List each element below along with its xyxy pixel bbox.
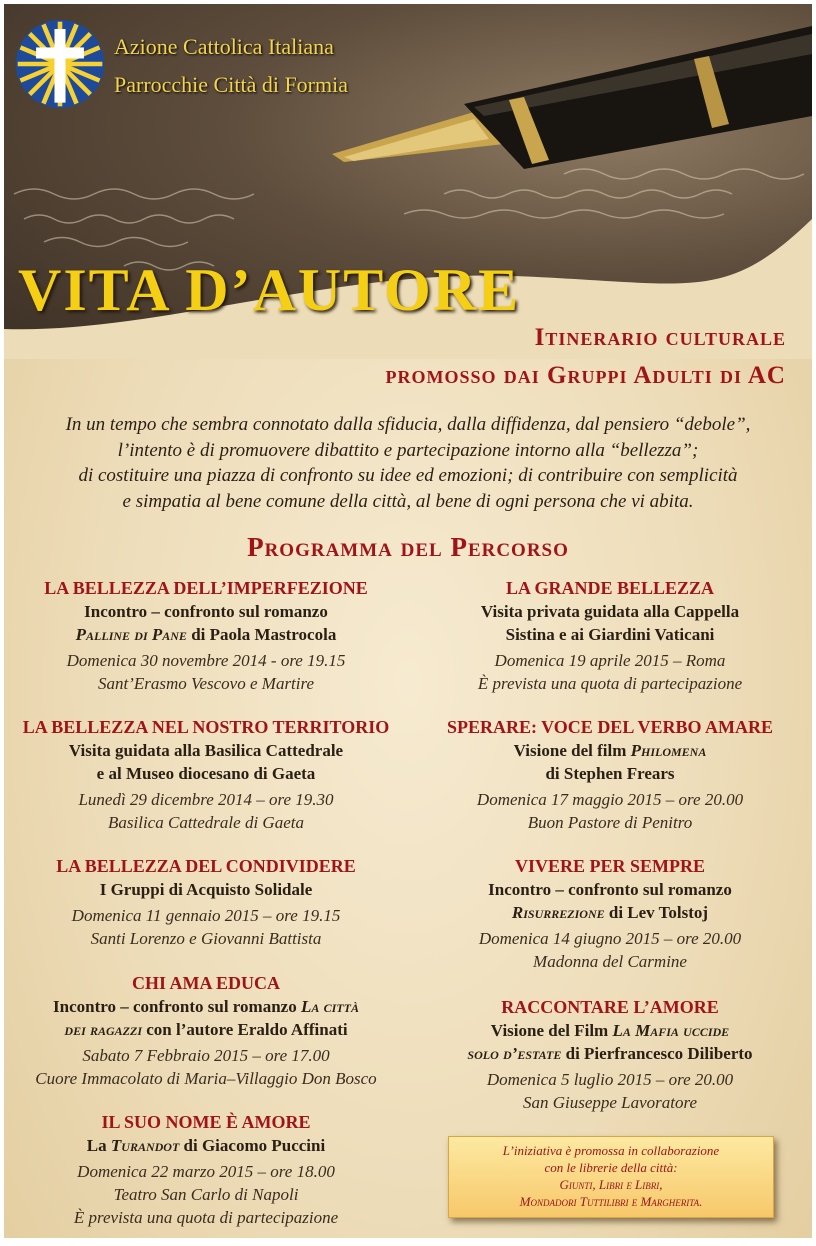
event-place: Sant’Erasmo Vescovo e Martire xyxy=(97,674,315,693)
note-bookstores: Mondadori Tuttilibri e Margherita. xyxy=(519,1194,703,1209)
event-title: VIVERE PER SEMPRE xyxy=(514,856,706,876)
event-sperare xyxy=(408,716,812,834)
event-desc: Sistina e ai Giardini Vaticani xyxy=(505,625,715,644)
intro-line: di costituire una piazza di confronto su idee ed emozioni; di contribuire con semplicità xyxy=(78,465,738,486)
event-desc xyxy=(408,1042,812,1065)
org-name: Azione Cattolica Italiana xyxy=(114,34,334,59)
intro-line: In un tempo che sembra connotato dalla sfiducia, dalla diffidenza, dal pensiero “debole”, xyxy=(65,414,751,435)
event-author: di Paola Mastrocola xyxy=(186,625,337,644)
event-desc: Incontro – confronto sul romanzo La città xyxy=(53,997,359,1016)
event-title: LA GRANDE BELLEZZA xyxy=(505,578,715,598)
note-bookstores: Giunti, Libri e Libri, xyxy=(559,1177,663,1192)
opera-title: Turandot xyxy=(110,1136,180,1155)
event-place: San Giuseppe Lavoratore xyxy=(522,1093,698,1112)
film-title: La Mafia uccide xyxy=(612,1021,730,1040)
poster xyxy=(4,4,812,1238)
event-desc: Visita privata guidata alla Cappella xyxy=(480,602,740,621)
event-date: Domenica 14 giugno 2015 – ore 20.00 xyxy=(478,929,742,948)
event-grande-bellezza xyxy=(408,577,812,695)
book-title: Palline di Pane xyxy=(75,625,187,644)
note-line: con le librerie della città: xyxy=(544,1160,678,1175)
event-title: IL SUO NOME È AMORE xyxy=(101,1112,311,1132)
event-title: SPERARE: VOCE DEL VERBO AMARE xyxy=(446,717,774,737)
event-desc: I Gruppi di Acquisto Solidale xyxy=(99,880,313,899)
event-title: LA BELLEZZA DELL’IMPERFEZIONE xyxy=(44,578,368,598)
event-vivere xyxy=(408,855,812,973)
event-title: CHI AMA EDUCA xyxy=(131,973,280,993)
event-place: È prevista una quota di partecipazione xyxy=(477,674,743,693)
event-place: Basilica Cattedrale di Gaeta xyxy=(108,813,304,832)
event-territorio xyxy=(4,716,408,834)
event-author: con l’autore Eraldo Affinati xyxy=(142,1020,348,1039)
event-place: Madonna del Carmine xyxy=(533,952,687,971)
azione-cattolica-logo xyxy=(14,18,106,110)
event-place: Santi Lorenzo e Giovanni Battista xyxy=(90,929,322,948)
intro-line: e simpatia al bene comune della città, al bene di ogni persona che vi abita. xyxy=(122,490,694,512)
event-desc: Incontro – confronto sul romanzo xyxy=(488,880,732,899)
event-place: Teatro San Carlo di Napoli xyxy=(113,1185,299,1204)
book-title: dei ragazzi xyxy=(64,1020,143,1039)
event-title: LA BELLEZZA NEL NOSTRO TERRITORIO xyxy=(22,717,390,737)
event-title: RACCONTARE L’AMORE xyxy=(501,997,719,1017)
event-suo-nome xyxy=(4,1111,408,1229)
org-parishes: Parrocchie Città di Formia xyxy=(114,72,348,97)
event-date: Lunedì 29 dicembre 2014 – ore 19.30 xyxy=(78,790,334,809)
intro-paragraph xyxy=(24,412,792,514)
event-imperfezione xyxy=(4,577,408,695)
event-date: Domenica 30 novembre 2014 - ore 19.15 xyxy=(66,651,346,670)
event-chi-ama-educa xyxy=(4,972,408,1090)
event-place: Buon Pastore di Penitro xyxy=(527,813,693,832)
event-author: di Pierfrancesco Diliberto xyxy=(561,1044,753,1063)
event-condividere xyxy=(4,855,408,950)
programma-heading: Programma del Percorso xyxy=(247,532,569,562)
note-line: L’iniziativa è promossa in collaborazione xyxy=(502,1143,720,1158)
event-date: Domenica 11 gennaio 2015 – ore 19.15 xyxy=(71,906,341,925)
main-title: VITA D’AUTORE xyxy=(18,257,521,323)
event-desc xyxy=(4,623,408,646)
event-date: Domenica 19 aprile 2015 – Roma xyxy=(494,651,726,670)
event-desc: Visione del film Philomena xyxy=(513,741,707,760)
event-desc: e al Museo diocesano di Gaeta xyxy=(96,764,316,783)
event-place: Cuore Immacolato di Maria–Villaggio Don Bosco xyxy=(35,1069,377,1088)
film-title: Philomena xyxy=(630,741,707,760)
film-title: solo d’estate xyxy=(467,1044,562,1063)
book-title: Risurrezione xyxy=(511,903,605,922)
event-desc xyxy=(408,901,812,924)
event-raccontare xyxy=(408,996,812,1114)
book-title: La città xyxy=(300,997,359,1016)
event-desc: Visita guidata alla Basilica Cattedrale xyxy=(68,741,344,760)
event-desc: La Turandot di Giacomo Puccini xyxy=(86,1136,326,1155)
bookstores-note-box xyxy=(448,1136,774,1218)
event-desc: Visione del Film La Mafia uccide xyxy=(490,1021,730,1040)
event-desc: Incontro – confronto sul romanzo xyxy=(84,602,328,621)
intro-line: l’intento è di promuovere dibattito e partecipazione intorno alla “bellezza”; xyxy=(117,439,699,461)
event-date: Domenica 22 marzo 2015 – ore 18.00 xyxy=(77,1162,335,1181)
event-author: di Lev Tolstoj xyxy=(604,903,709,922)
event-desc xyxy=(4,1018,408,1041)
event-title: LA BELLEZZA DEL CONDIVIDERE xyxy=(56,856,356,876)
subtitle-line1: Itinerario culturale xyxy=(534,324,786,351)
subtitle-line2: promosso dai Gruppi Adulti di AC xyxy=(385,362,786,389)
event-date: Sabato 7 Febbraio 2015 – ore 17.00 xyxy=(82,1046,330,1065)
event-date: Domenica 17 maggio 2015 – ore 20.00 xyxy=(476,790,744,809)
event-note: È prevista una quota di partecipazione xyxy=(73,1208,339,1227)
event-desc: di Stephen Frears xyxy=(545,764,675,783)
event-date: Domenica 5 luglio 2015 – ore 20.00 xyxy=(486,1070,734,1089)
